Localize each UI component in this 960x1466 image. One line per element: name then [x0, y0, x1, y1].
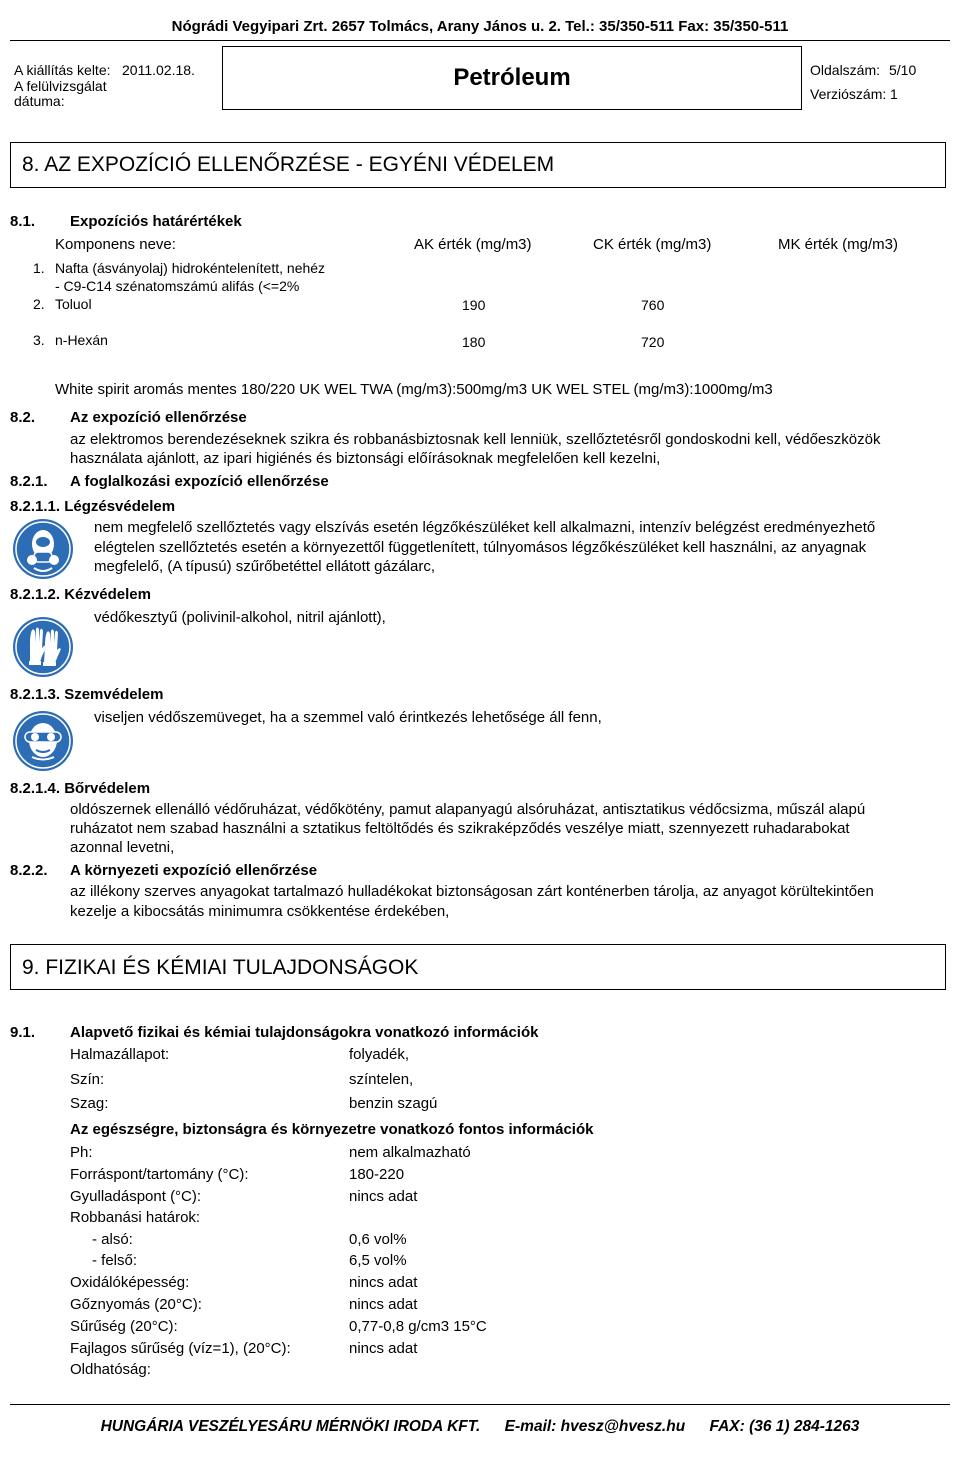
row-1-number: 1. — [33, 260, 45, 276]
row-2-ck: 760 — [641, 297, 665, 313]
prop-value: folyadék, — [349, 1046, 410, 1063]
gloves-icon — [12, 616, 74, 678]
prop-value: nincs adat — [349, 1188, 418, 1205]
row-1-name: Nafta (ásványolaj) hidrokéntelenített, nehéz — [55, 260, 326, 276]
row-3-ak: 180 — [462, 334, 486, 350]
prop-value: nincs adat — [349, 1274, 418, 1291]
prop-label: Szag: — [70, 1095, 109, 1112]
goggles-icon — [12, 710, 74, 772]
section-skin-title: 8.2.1.4. Bőrvédelem — [10, 780, 151, 797]
respiratory-text-3: megfelelő, (A típusú) szűrőbetéttel ellátott gázálarc, — [94, 558, 436, 575]
hand-text: védőkesztyű (polivinil-alkohol, nitril ajánlott), — [94, 609, 386, 626]
prop-label: - felső: — [92, 1252, 138, 1269]
skin-text-3: azonnal levetni, — [70, 839, 175, 856]
row-3-ck: 720 — [641, 334, 665, 350]
section-9-1-number: 9.1. — [10, 1024, 36, 1041]
eye-text: viseljen védőszemüveget, ha a szemmel való érintkezés lehetősége áll fenn, — [94, 709, 602, 726]
section-9-1-title: Alapvető fizikai és kémiai tulajdonságokra vonatkozó információk — [70, 1024, 539, 1041]
version-value: 1 — [890, 86, 898, 102]
col-ak: AK érték (mg/m3) — [414, 236, 532, 253]
section-8-2-text: az elektromos berendezéseknek szikra és robbanásbiztosnak kell lenniük, szellőztetésről gondoskodni kell, védőeszközök — [70, 431, 881, 448]
product-name: Petróleum — [453, 64, 571, 91]
section-eye-title: 8.2.1.3. Szemvédelem — [10, 686, 164, 703]
skin-text-2: ruházatot nem szabad használni a sztatikus feltöltődés és szikraképződés veszélye miatt, szennyezett ruhadarabokat — [70, 820, 850, 837]
footer-fax: FAX: (36 1) 284-1263 — [709, 1418, 860, 1435]
prop-label: Fajlagos sűrűség (víz=1), (20°C): — [70, 1340, 291, 1357]
prop-label: Forráspont/tartomány (°C): — [70, 1166, 249, 1183]
row-3-name: n-Hexán — [55, 332, 108, 348]
section-9-title: 9. FIZIKAI ÉS KÉMIAI TULAJDONSÁGOK — [22, 956, 419, 979]
skin-text: oldószernek ellenálló védőruházat, védőkötény, pamut alapanyagú alsóruházat, antisztatikus védőcsizma, műszál alapú — [70, 801, 866, 818]
version-label: Verziószám: — [810, 86, 887, 102]
prop-value: nem alkalmazható — [349, 1144, 471, 1161]
respiratory-text-2: elégtelen szellőztetés esetén a környezettől függetlenített, túlnyomásos légzőkészüléket kell használni, az anyagnak — [94, 539, 867, 556]
prop-label: Robbanási határok: — [70, 1209, 201, 1226]
footer-company: HUNGÁRIA VESZÉLYESÁRU MÉRNÖKI IRODA KFT. — [100, 1418, 481, 1435]
section-8-2-1-title: A foglalkozási expozíció ellenőrzése — [70, 473, 329, 490]
prop-label: Oldhatóság: — [70, 1361, 151, 1378]
prop-value: 6,5 vol% — [349, 1252, 407, 1269]
header-divider — [10, 40, 950, 41]
prop-label: - alsó: — [92, 1231, 133, 1248]
company-header: Nógrádi Vegyipari Zrt. 2657 Tolmács, Arany János u. 2. Tel.: 35/350-511 Fax: 35/350-511 — [171, 18, 789, 35]
footer-email: E-mail: hvesz@hvesz.hu — [504, 1418, 686, 1435]
prop-label: Halmazállapot: — [70, 1046, 170, 1063]
prop-label: Oxidálóképesség: — [70, 1274, 190, 1291]
section-hand-title: 8.2.1.2. Kézvédelem — [10, 586, 151, 603]
white-spirit-note: White spirit aromás mentes 180/220 UK WEL TWA (mg/m3):500mg/m3 UK WEL STEL (mg/m3):1000mg/m3 — [55, 381, 773, 398]
page-number-value: 5/10 — [889, 62, 917, 78]
footer-divider — [10, 1404, 950, 1405]
prop-value: benzin szagú — [349, 1095, 438, 1112]
prop-label: Ph: — [70, 1144, 93, 1161]
section-8-2-number: 8.2. — [10, 409, 36, 426]
prop-value: színtelen, — [349, 1071, 414, 1088]
row-2-number: 2. — [33, 296, 45, 312]
section-8-2-2-number: 8.2.2. — [10, 862, 48, 879]
respiratory-text: nem megfelelő szellőztetés vagy elszívás esetén légzőkészüléket kell alkalmazni, intenzív belégzést eredményezhető — [94, 519, 876, 536]
prop-label: Gyulladáspont (°C): — [70, 1188, 202, 1205]
revision-label-2: dátuma: — [14, 93, 65, 109]
prop-label: Sűrűség (20°C): — [70, 1318, 178, 1335]
prop-value: nincs adat — [349, 1296, 418, 1313]
revision-label: A felülvizsgálat — [14, 78, 107, 94]
section-8-2-text-2: használata ajánlott, az ipari higiénés és biztonsági előírásoknak megfelelően kell kezelni, — [70, 450, 661, 467]
prop-label: Szín: — [70, 1071, 105, 1088]
col-mk: MK érték (mg/m3) — [778, 236, 899, 253]
footer — [0, 1418, 960, 1436]
environment-text: az illékony szerves anyagokat tartalmazó hulladékokat biztonságosan zárt konténerben tárolja, az anyagot körültekintően — [70, 883, 874, 900]
issue-date-value: 2011.02.18. — [122, 62, 195, 78]
row-3-number: 3. — [33, 332, 45, 348]
prop-value: 0,6 vol% — [349, 1231, 407, 1248]
section-8-2-2-title: A környezeti expozíció ellenőrzése — [70, 862, 318, 879]
page-number-label: Oldalszám: — [810, 62, 881, 78]
prop-value: 0,77-0,8 g/cm3 15°C — [349, 1318, 487, 1335]
section-8-1-title: Expozíciós határértékek — [70, 213, 242, 230]
row-2-ak: 190 — [462, 297, 486, 313]
section-8-2-title: Az expozíció ellenőrzése — [70, 409, 247, 426]
environment-text-2: kezelje a kibocsátás minimumra csökkentése érdekében, — [70, 903, 450, 920]
issue-date-label: A kiállítás kelte: — [14, 62, 111, 78]
section-8-2-1-number: 8.2.1. — [10, 473, 48, 490]
col-ck: CK érték (mg/m3) — [593, 236, 712, 253]
row-1-name-2: - C9-C14 szénatomszámú alifás (<=2% — [55, 278, 300, 294]
prop-label: Gőznyomás (20°C): — [70, 1296, 202, 1313]
section-respiratory-title: 8.2.1.1. Légzésvédelem — [10, 498, 176, 515]
section-8-title: 8. AZ EXPOZÍCIÓ ELLENŐRZÉSE - EGYÉNI VÉDELEM — [22, 153, 555, 176]
health-info-title: Az egészségre, biztonságra és környezetre vonatkozó fontos információk — [70, 1121, 594, 1138]
col-component: Komponens neve: — [55, 236, 176, 253]
section-8-1-number: 8.1. — [10, 213, 36, 230]
respirator-icon — [12, 518, 74, 580]
row-2-name: Toluol — [55, 296, 92, 312]
prop-value: nincs adat — [349, 1340, 418, 1357]
prop-value: 180-220 — [349, 1166, 405, 1183]
